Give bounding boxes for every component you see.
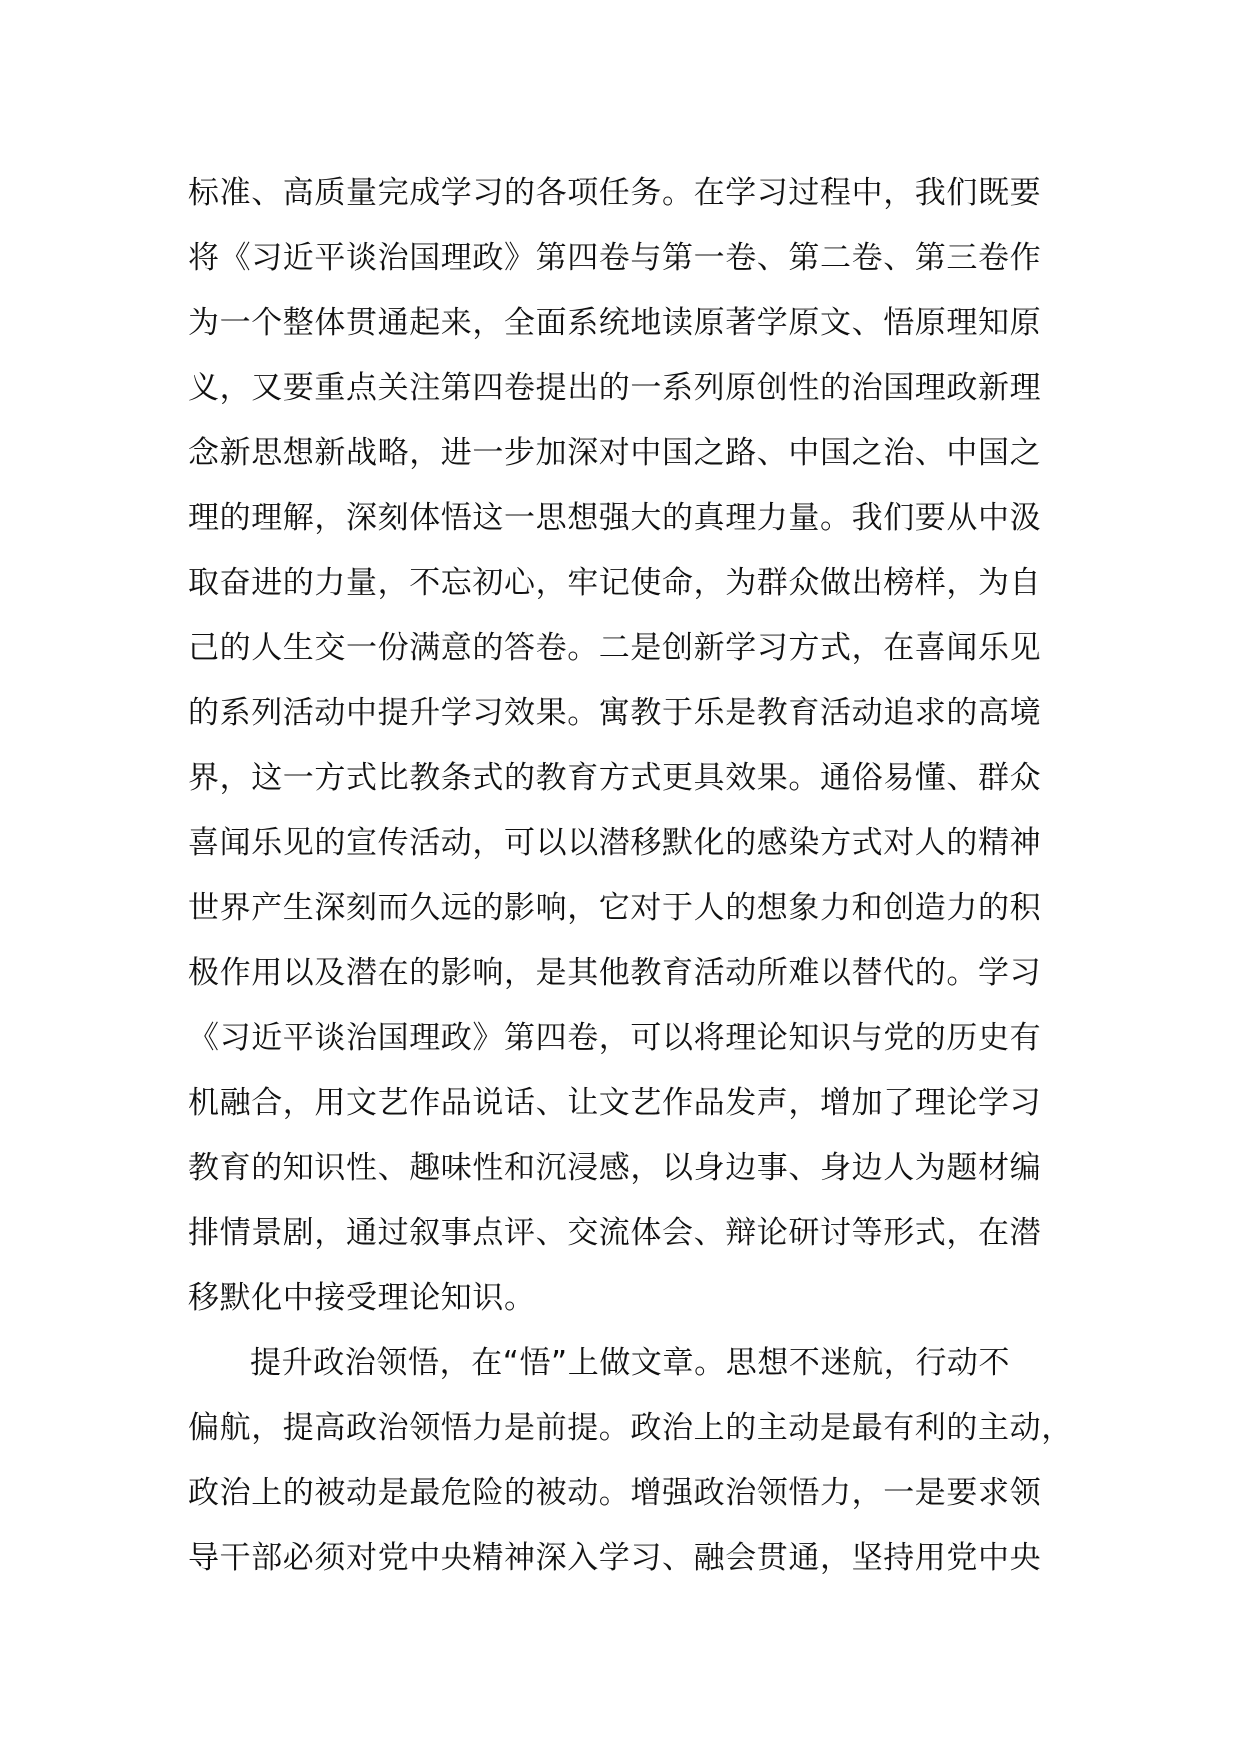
text-line: 《习近平谈治国理政》第四卷，可以将理论知识与党的历史有 — [188, 1020, 1042, 1056]
text-line: 极作用以及潜在的影响，是其他教育活动所难以替代的。学习 — [188, 955, 1042, 991]
text-line: 导干部必须对党中央精神深入学习、融会贯通，坚持用党中央 — [188, 1540, 1042, 1576]
text-line: 偏航，提高政治领悟力是前提。政治上的主动是最有利的主动， — [188, 1410, 1073, 1446]
paragraph-2 — [188, 1331, 1088, 1591]
text-line: 政治上的被动是最危险的被动。增强政治领悟力，一是要求领 — [188, 1475, 1042, 1511]
text-line: 界，这一方式比教条式的教育方式更具效果。通俗易懂、群众 — [188, 760, 1042, 796]
text-line: 排情景剧，通过叙事点评、交流体会、辩论研讨等形式，在潜 — [188, 1215, 1042, 1251]
text-line: 世界产生深刻而久远的影响，它对于人的想象力和创造力的积 — [188, 890, 1042, 926]
text-line: 喜闻乐见的宣传活动，可以以潜移默化的感染方式对人的精神 — [188, 825, 1042, 861]
text-line: 为一个整体贯通起来，全面系统地读原著学原文、悟原理知原 — [188, 305, 1042, 341]
text-line: 移默化中接受理论知识。 — [188, 1280, 536, 1316]
text-line: 教育的知识性、趣味性和沉浸感，以身边事、身边人为题材编 — [188, 1150, 1042, 1186]
text-line: 标准、高质量完成学习的各项任务。在学习过程中，我们既要 — [188, 175, 1042, 211]
text-line: 取奋进的力量，不忘初心，牢记使命，为群众做出榜样，为自 — [188, 565, 1042, 601]
text-line: 义，又要重点关注第四卷提出的一系列原创性的治国理政新理 — [188, 370, 1042, 406]
body-text — [188, 161, 1088, 1591]
text-line: 将《习近平谈治国理政》第四卷与第一卷、第二卷、第三卷作 — [188, 240, 1042, 276]
paragraph-1 — [188, 161, 1088, 1331]
text-line: 念新思想新战略，进一步加深对中国之路、中国之治、中国之 — [188, 435, 1042, 471]
text-line: 理的理解，深刻体悟这一思想强大的真理力量。我们要从中汲 — [188, 500, 1042, 536]
text-line: 的系列活动中提升学习效果。寓教于乐是教育活动追求的高境 — [188, 695, 1042, 731]
text-line: 己的人生交一份满意的答卷。二是创新学习方式，在喜闻乐见 — [188, 630, 1042, 666]
text-line: 提升政治领悟，在“悟”上做文章。思想不迷航，行动不 — [250, 1345, 1011, 1381]
text-line: 机融合，用文艺作品说话、让文艺作品发声，增加了理论学习 — [188, 1085, 1042, 1121]
